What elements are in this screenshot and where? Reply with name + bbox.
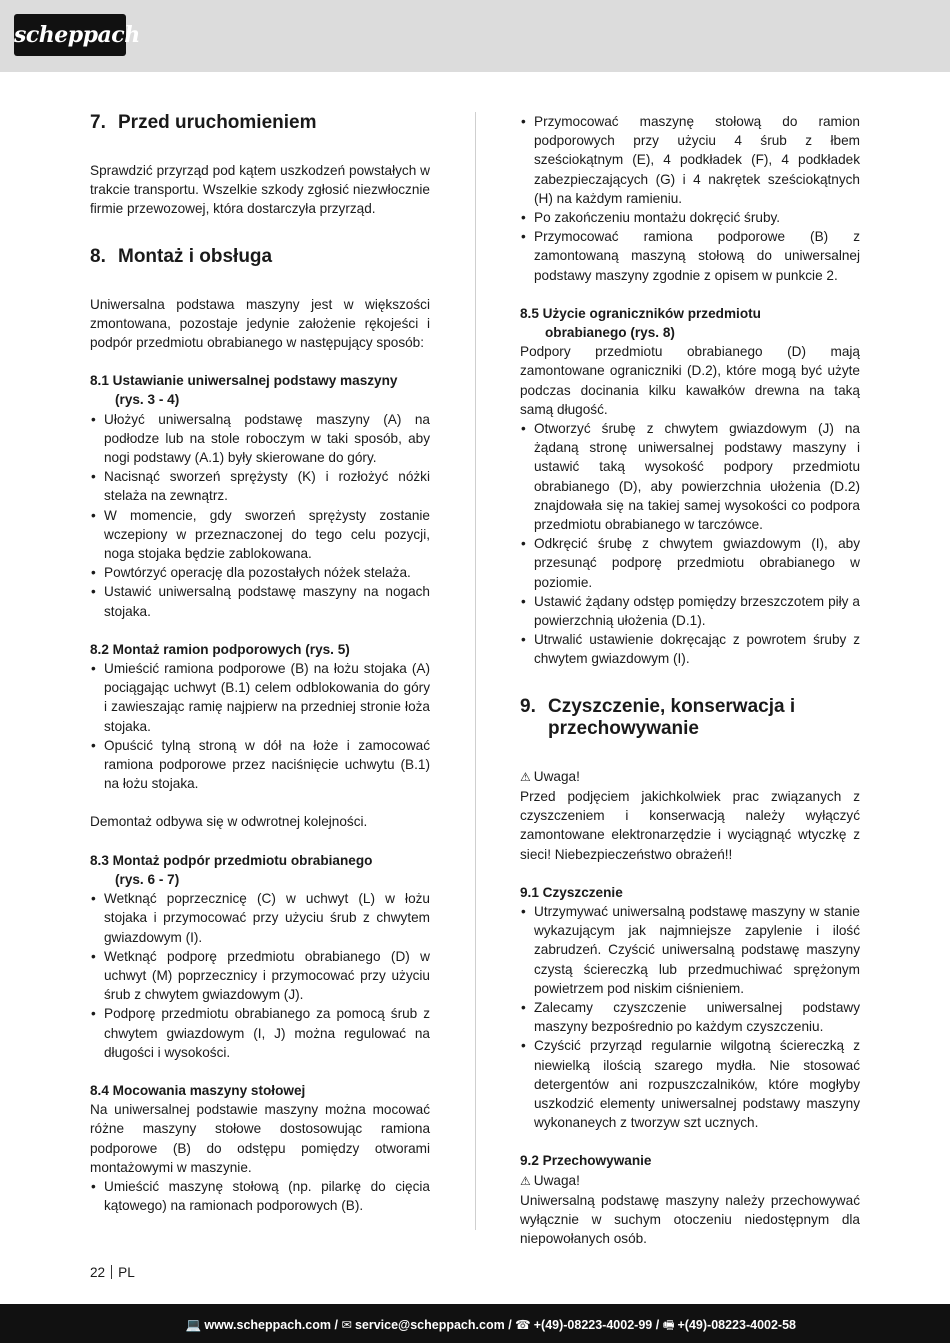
column-divider xyxy=(475,112,476,1230)
list-item: • Opuścić tylną stroną w dół na łoże i zamocować ramiona podporowe przez naciśnięcie uchwytu (B.1) na łożu stojaka. xyxy=(90,736,430,794)
list-item: • Otworzyć śrubę z chwytem gwiazdowym (J) na żądaną stronę uniwersalnej podstawy maszyny i ustawić taką wysokość podpory przedmiotu obrabianego (D), aby powierzchnia ułożenia (D.2) znajdowała się na takiej samej wysokości co podpora przedmiotu obrabianego w tarczówce. xyxy=(520,419,860,534)
page-footer: 💻 www.scheppach.com / ✉ service@scheppach.com / ☎ +(49)-08223-4002-99 / 🖷 +(49)-08223-4002-58 xyxy=(0,1304,950,1343)
section-8-4-list-cont xyxy=(520,112,860,285)
list-item: • Ustawić uniwersalną podstawę maszyny na nogach stojaka. xyxy=(90,582,430,620)
section-9-1-heading: 9.1 Czyszczenie xyxy=(520,884,623,900)
page-number: 22 PL xyxy=(90,1265,135,1280)
mail-icon: ✉ xyxy=(341,1318,352,1332)
phone-number: +(49)-08223-4002-99 xyxy=(533,1318,653,1332)
list-item: • Ułożyć uniwersalną podstawę maszyny (A) na podłodze lub na stole roboczym w taki sposób, aby nogi podstawy (A.1) były skierowane do góry. xyxy=(90,410,430,468)
section-8-3-list xyxy=(90,889,430,1062)
list-item: • Wetknąć poprzeczniсę (C) w uchwyt (L) w łożu stojaka i przymocować przy użyciu śrub z chwytem gwiazdowym (I). xyxy=(90,889,430,947)
section-7-text: Sprawdzić przyrząd pod kątem uszkodzeń powstałych w trakcie transportu. Wszelkie szkody zgłosić niezwłocznie firmie przewozowej, która dostarczyła przyrząd. xyxy=(90,163,430,217)
list-item: • Odkręcić śrubę z chwytem gwiazdowym (I), aby przesunąć podporę przedmiotu obrabianego w poziomie. xyxy=(520,534,860,592)
section-9-warning: ⚠ Uwaga! xyxy=(520,768,580,784)
list-item: • Utrzymywać uniwersalną podstawę maszyny w stanie wykazującym jak najmniejsze zapylenie i ilość zabrudzeń. Czyścić uniwersalną podstawę maszyny czystą ściereczką lub przedmuchiwać sprężonym powietrzem pod niskim ciśnieniem. xyxy=(520,902,860,998)
list-item: • Wetknąć podporę przedmiotu obrabianego (D) w uchwyt (M) poprzecznicy i przymocować przy użyciu śrub z chwytem gwiazdowym (J). xyxy=(90,947,430,1005)
fax-icon: 🖷 xyxy=(662,1318,675,1332)
list-item: • Podporę przedmiotu obrabianego za pomocą śrub z chwytem gwiazdowym (I, J) można regulować na długości i wysokości. xyxy=(90,1004,430,1062)
section-8-4-list xyxy=(90,1177,430,1215)
section-9-text: Przed podjęciem jakichkolwiek prac związanych z czyszczeniem i konserwacją należy wyłączyć zamontowane elektronarzędzie i wyciągnąć wtyczkę z sieci! Niebezpieczeństwo obrażeń!! xyxy=(520,788,860,862)
section-8-2-note: Demontaż odbywa się w odwrotnej kolejności. xyxy=(90,814,368,830)
list-item: • Umieścić ramiona podporowe (B) na łożu stojaka (A) pociągając uchwyt (B.1) celem odblokowania do góry i zawieszając ramię najpierw na przedniej stronie łoża stojaka. xyxy=(90,659,430,736)
email-link[interactable]: service@scheppach.com xyxy=(354,1318,505,1332)
section-9-heading: 9. Czyszczenie, konserwacja i przechowywanie xyxy=(520,695,796,739)
section-8-heading: 8. Montaż i obsługa xyxy=(90,245,273,267)
section-9-2-warning: ⚠ Uwaga! xyxy=(520,1172,580,1188)
section-8-4-heading: 8.4 Mocowania maszyny stołowej xyxy=(90,1082,306,1098)
phone-icon: ☎ xyxy=(515,1318,531,1332)
section-8-3-heading: 8.3 Montaż podpór przedmiotu obrabianego (rys. 6 - 7) xyxy=(90,852,373,887)
list-item: • Ustawić żądany odstęp pomiędzy brzeszczotem piły a powierzchnią ułożenia (D.1). xyxy=(520,592,860,630)
page-header xyxy=(0,0,950,72)
list-item: • W momencie, gdy sworzeń sprężysty zostanie wczepiony w przeznaczonej do tego celu pozycji, noga stojaka będzie zablokowana. xyxy=(90,506,430,564)
list-item: • Przymocować maszynę stołową do ramion podporowych przy użyciu 4 śrub z łbem sześciokątnym (E), 4 podkładek (F), 4 podkładek zabezpieczających (G) i 4 nakrętek sześciokątnych (H) na każdym ramieniu. xyxy=(520,112,860,208)
warning-icon: ⚠ xyxy=(520,769,531,784)
section-8-1-list xyxy=(90,410,430,621)
section-8-5-list xyxy=(520,419,860,669)
section-9-2-text: Uniwersalną podstawę maszyny należy przechowywać wyłącznie w suchym otoczeniu niedostępnym dla niepowołanych osób. xyxy=(520,1192,860,1247)
right-column xyxy=(520,112,860,1248)
list-item: • Zalecamy czyszczenie uniwersalnej podstawy maszyny bezpośrednio po każdym czyszczeniu. xyxy=(520,998,860,1036)
section-7-heading: 7. Przed uruchomieniem xyxy=(90,112,317,133)
list-item: • Po zakończeniu montażu dokręcić śruby. xyxy=(520,208,860,227)
left-column xyxy=(90,112,430,1215)
warning-icon: ⚠ xyxy=(520,1173,531,1188)
computer-icon: 💻 xyxy=(185,1318,202,1332)
scheppach-logo: scheppach xyxy=(14,14,126,56)
section-8-5-text: Podpory przedmiotu obrabianego (D) mają zamontowane ograniczniki (D.2), które mogą być użyte podczas docinania kilku kawałków drewna na taką samą długość. xyxy=(520,344,860,417)
section-9-2-heading: 9.2 Przechowywanie xyxy=(520,1153,652,1169)
fax-number: +(49)-08223-4002-58 xyxy=(677,1318,796,1332)
list-item: • Umieścić maszynę stołową (np. pilarkę do cięcia kątowego) na ramionach podporowych (B). xyxy=(90,1177,430,1215)
section-8-5-heading: 8.5 Użycie ograniczników przedmiotu obrabianego (rys. 8) xyxy=(520,305,761,341)
section-8-4-text: Na uniwersalnej podstawie maszyny można mocować różne maszyny stołowe dostosowując ramiona podporowe (B) do odstępu pomiędzy otworami montażowymi w maszynie. xyxy=(90,1102,430,1175)
section-8-1-heading: 8.1 Ustawianie uniwersalnej podstawy maszyny (rys. 3 - 4) xyxy=(90,373,398,408)
section-8-text: Uniwersalna podstawa maszyny jest w większości zmontowana, pozostaje jedynie założenie rękojeści i podpór przedmiotu obrabianego w następujący sposób: xyxy=(90,296,430,351)
list-item: • Utrwalić ustawienie dokręcając z powrotem śruby z chwytem gwiazdowym (I). xyxy=(520,630,860,668)
website-link[interactable]: www.scheppach.com xyxy=(204,1318,331,1332)
list-item: • Powtórzyć operację dla pozostałych nóżek stelaża. xyxy=(90,563,430,582)
list-item: • Nacisnąć sworzeń sprężysty (K) i rozłożyć nóżki stelaża na zewnątrz. xyxy=(90,467,430,505)
section-8-2-heading: 8.2 Montaż ramion podporowych (rys. 5) xyxy=(90,641,350,657)
list-item: • Przymocować ramiona podporowe (B) z zamontowaną maszyną stołową do uniwersalnej podstawy maszyny zgodnie z opisem w punkcie 2. xyxy=(520,227,860,285)
section-8-2-list xyxy=(90,659,430,793)
list-item: • Czyścić przyrząd regularnie wilgotną ściereczką z niewielką ilością szarego mydła. Nie stosować detergentów ani rozpuszczalników, które mogłyby uszkodzić elementy uniwersalnej podstawy maszyny wykonaneych z tworzyw szt ucznych. xyxy=(520,1036,860,1132)
section-9-1-list xyxy=(520,902,860,1132)
